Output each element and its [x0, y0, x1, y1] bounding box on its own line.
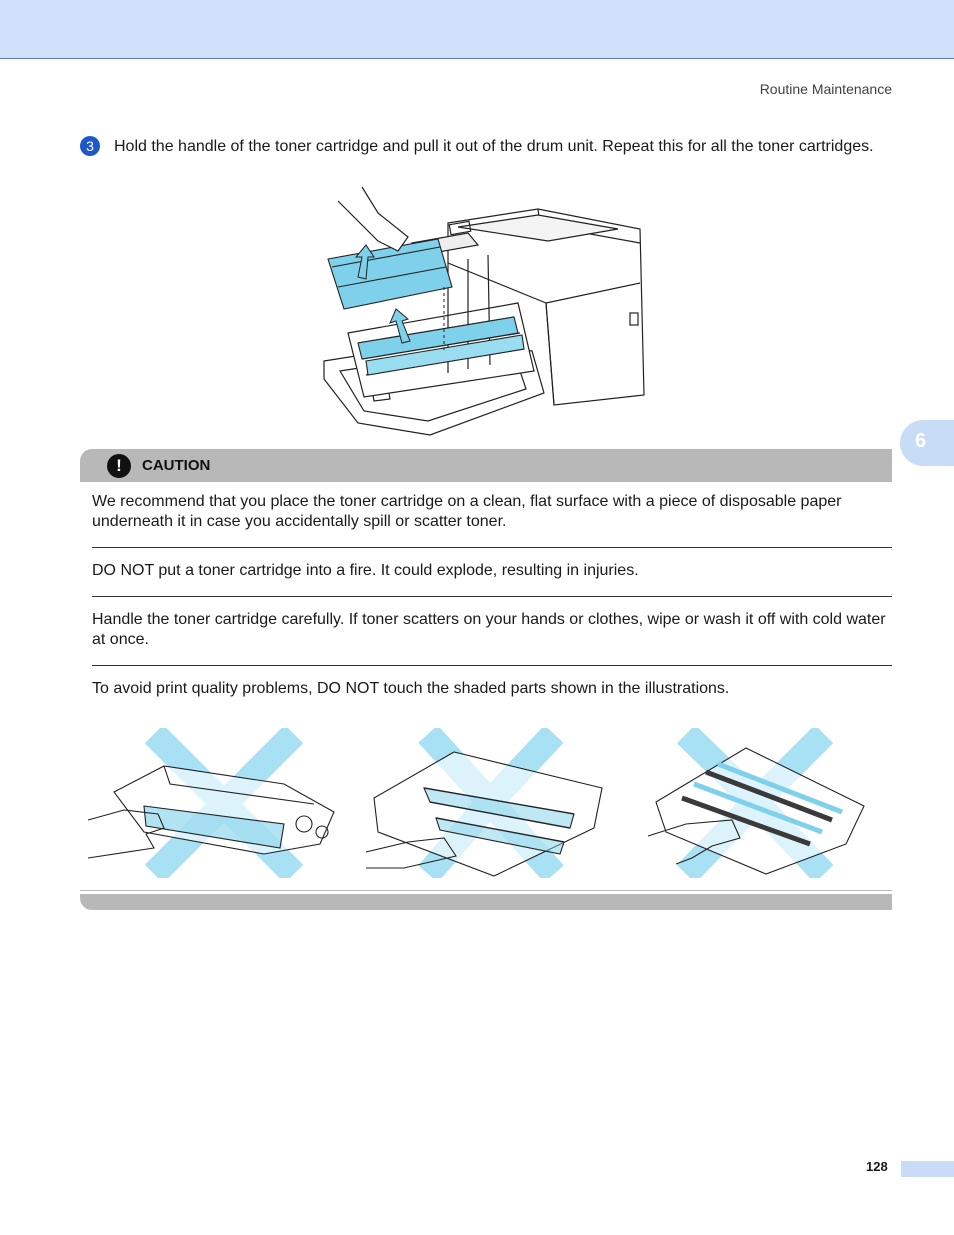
- chapter-tab: [900, 420, 954, 466]
- caution-paragraph-4: To avoid print quality problems, DO NOT touch the shaded parts shown in the illustrations.: [92, 680, 730, 697]
- page-number-tab: [901, 1161, 954, 1177]
- caution-title: CAUTION: [142, 457, 211, 474]
- step-number-badge: 3: [80, 136, 100, 156]
- exclamation-icon: !: [107, 454, 131, 478]
- top-header-band: [0, 0, 954, 59]
- caution-end-rule: [80, 890, 892, 891]
- divider: [92, 596, 892, 597]
- do-not-touch-drum-illustration: [364, 728, 612, 878]
- running-head: Routine Maintenance: [759, 81, 892, 97]
- caution-paragraph-1: We recommend that you place the toner cartridge on a clean, flat surface with a piece of disposable paper underneath it in case you accidentally spill or scatter toner.: [92, 493, 842, 530]
- step-text: Hold the handle of the toner cartridge and pull it out of the drum unit. Repeat this for all the toner cartridges.: [114, 138, 874, 155]
- caution-header: [80, 449, 892, 482]
- page-number: 128: [866, 1159, 888, 1174]
- caution-paragraph-3: Handle the toner cartridge carefully. If toner scatters on your hands or clothes, wipe or wash it off with cold water at once.: [92, 611, 886, 648]
- chapter-number: 6: [915, 430, 927, 452]
- printer-toner-removal-illustration: [318, 183, 650, 438]
- divider: [92, 665, 892, 666]
- do-not-touch-rollers-illustration: [646, 728, 868, 878]
- do-not-touch-toner-illustration: [84, 728, 346, 878]
- caution-paragraph-2: DO NOT put a toner cartridge into a fire. It could explode, resulting in injuries.: [92, 562, 639, 579]
- divider: [92, 547, 892, 548]
- caution-footer-bar: [80, 894, 892, 910]
